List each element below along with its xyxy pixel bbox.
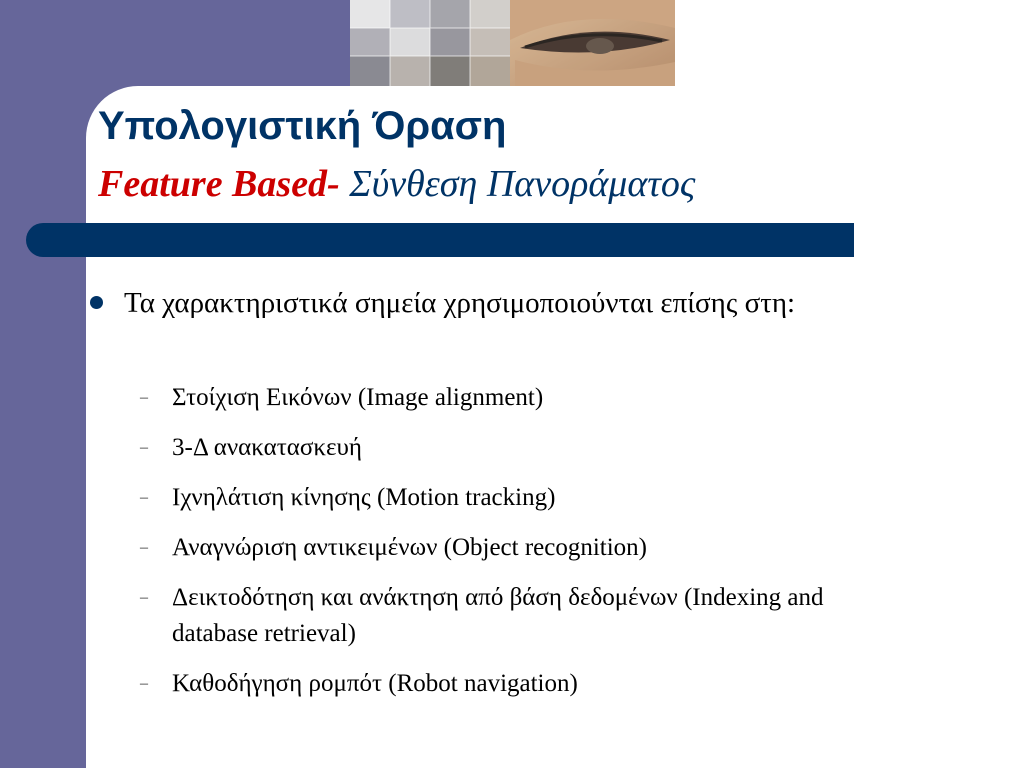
list-item-text: Καθοδήγηση ρομπότ (Robot navigation) (172, 670, 578, 697)
dash-icon: – (140, 489, 148, 506)
bullet-dot-icon (90, 296, 103, 309)
main-bullet-text: Τα χαρακτηριστικά σημεία χρησιμοποιούνται επίσης στη: (124, 287, 796, 319)
list-item-text: Ιχνηλάτιση κίνησης (Motion tracking) (172, 484, 556, 511)
list-item-text: Δεικτοδότηση και ανάκτηση από βάση δεδομένων (Indexing and database retrieval) (172, 584, 824, 647)
list-item-text: Στοίχιση Εικόνων (Image alignment) (172, 384, 544, 411)
dash-icon: – (140, 589, 148, 606)
subtitle-emphasis: Feature Based- (98, 163, 340, 205)
left-decorative-band (0, 0, 86, 768)
collage-graphic (350, 0, 675, 86)
dash-icon: – (140, 539, 148, 556)
dash-icon: – (140, 389, 148, 406)
list-item-text: 3-Δ ανακατασκευή (172, 434, 362, 461)
list-item (140, 580, 880, 652)
sub-bullet-list (140, 380, 880, 716)
list-item-text: Αναγνώριση αντικειμένων (Object recognition) (172, 534, 648, 561)
dash-icon: – (140, 675, 148, 692)
dash-icon: – (140, 439, 148, 456)
title-divider-bar (26, 223, 854, 257)
list-item (140, 480, 880, 516)
list-item (140, 380, 880, 416)
slide-subtitle (98, 162, 695, 206)
list-item (140, 530, 880, 566)
slide-title: Υπολογιστική Όραση (98, 104, 507, 148)
subtitle-text: Σύνθεση Πανοράματος (339, 163, 696, 205)
header-collage-image (350, 0, 675, 86)
list-item (140, 430, 880, 466)
list-item (140, 666, 880, 702)
